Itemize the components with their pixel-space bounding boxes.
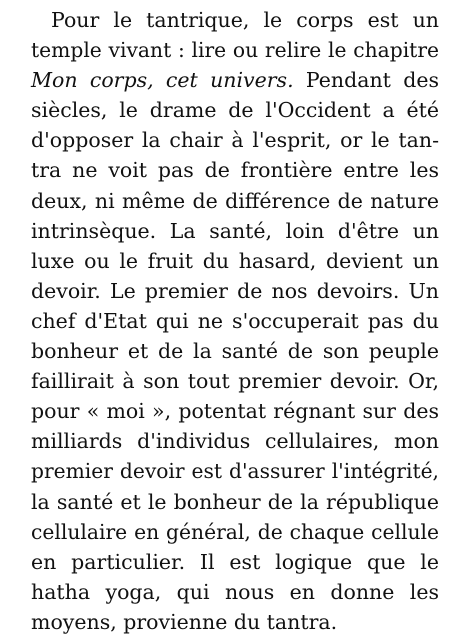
text-page [31, 5, 439, 637]
text-line-last: moyens, provienne du tantra. [31, 609, 338, 634]
text-line: temple vivant : lire ou relire le chapitre [31, 38, 439, 63]
text-line: hatha yoga, qui nous en donne les [31, 579, 439, 604]
text-line: faillirait à son tout premier devoir. Or, [31, 369, 439, 394]
text-line: pour « moi », potentat régnant sur des [31, 399, 439, 424]
text-line: en particulier. Il est logique que le [31, 549, 439, 574]
text-line: bonheur et de la santé de son peuple [31, 339, 439, 364]
text-line-with-title [31, 65, 439, 95]
text-line: milliards d'individus cellulaires, mon [31, 429, 439, 454]
text-line: premier devoir est d'assurer l'intégrité, [31, 459, 439, 484]
book-title: Mon corps, cet univers. [31, 68, 294, 93]
text-line: chef d'Etat qui ne s'occuperait pas du [31, 308, 439, 333]
text-line: devoir. Le premier de nos devoirs. Un [31, 278, 439, 303]
text-line: luxe ou le fruit du hasard, devient un [31, 248, 439, 273]
text-line: tra ne voit pas de frontière entre les [31, 158, 439, 183]
text-line: deux, ni même de différence de nature [31, 188, 439, 213]
text-line: d'opposer la chair à l'esprit, or le tan- [31, 128, 439, 153]
text-line: la santé et le bonheur de la république [31, 489, 439, 514]
text-line: siècles, le drame de l'Occident a été [31, 98, 439, 123]
text-line: intrinsèque. La santé, loin d'être un [31, 218, 439, 243]
text-line: cellulaire en général, de chaque cellule [31, 519, 439, 544]
text-line: Pour le tantrique, le corps est un [51, 8, 439, 32]
text-fragment: Pendant des [305, 68, 439, 93]
